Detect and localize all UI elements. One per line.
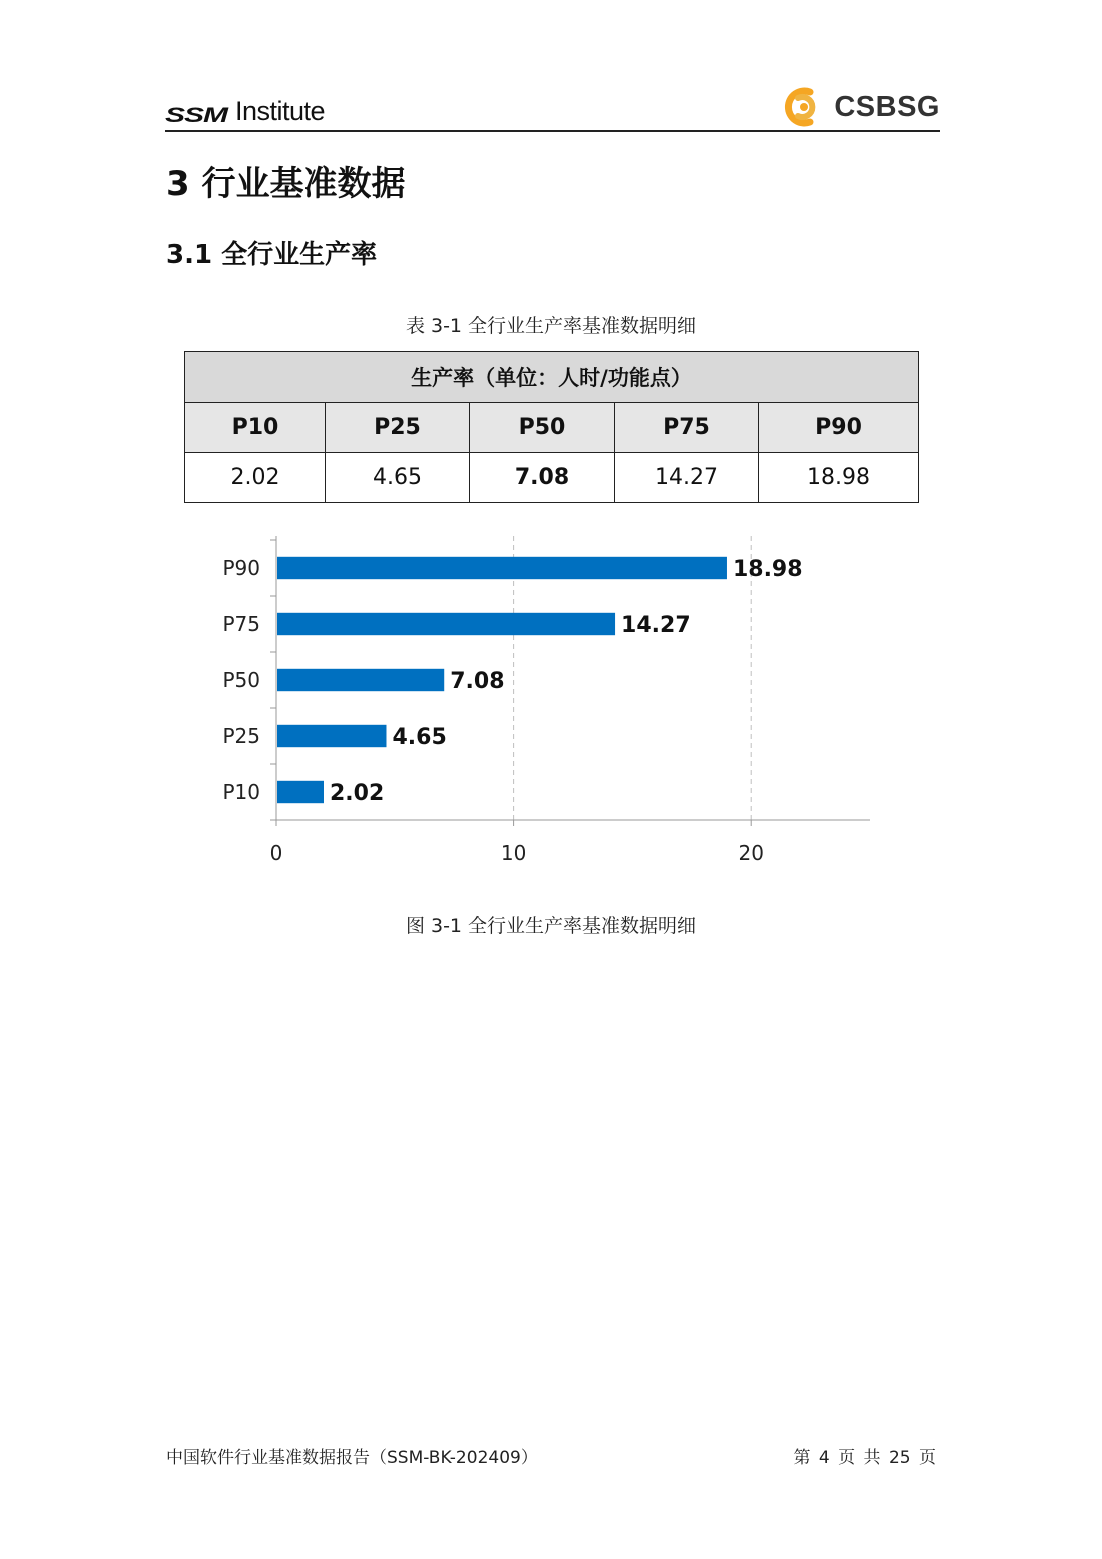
table-caption: 表 3-1 全行业生产率基准数据明细 (405, 315, 697, 337)
table-cell: 18.98 (759, 453, 919, 503)
footer-page-number: 第 4 页 共 25 页 (793, 1448, 936, 1468)
table-row (185, 453, 919, 503)
bar (277, 669, 444, 691)
y-tick-label: P75 (222, 612, 260, 636)
table-cell: 4.65 (326, 453, 470, 503)
csbsg-emblem-icon (780, 86, 828, 128)
ssm-institute-logo (165, 94, 325, 128)
footer-report-title: 中国软件行业基准数据报告（SSM-BK-202409） (166, 1448, 538, 1468)
ssm-logo-mark: SSM (165, 103, 228, 128)
y-tick-label: P25 (222, 724, 260, 748)
data-label: 14.27 (621, 613, 691, 638)
data-label: 7.08 (450, 669, 505, 694)
institute-logo-text: Institute (235, 96, 326, 126)
data-label: 4.65 (392, 725, 447, 750)
figure-caption: 图 3-1 全行业生产率基准数据明细 (405, 915, 697, 937)
y-tick-label: P10 (222, 780, 260, 804)
column-header: P10 (185, 403, 326, 453)
column-header: P75 (615, 403, 759, 453)
bar (277, 557, 727, 579)
column-header: P50 (470, 403, 615, 453)
productivity-bar-chart (180, 530, 900, 880)
section-heading: 3 行业基准数据 (166, 164, 406, 204)
table-cell: 2.02 (185, 453, 326, 503)
bar (277, 781, 324, 803)
y-tick-label: P50 (222, 668, 260, 692)
table-cell: 7.08 (470, 453, 615, 503)
table-title: 生产率（单位：人时/功能点） (185, 352, 919, 403)
productivity-benchmark-table (184, 351, 919, 503)
table-header-row (185, 403, 919, 453)
column-header: P90 (759, 403, 919, 453)
header-rule (165, 130, 940, 132)
x-tick-label: 10 (500, 841, 527, 865)
x-tick-label: 0 (269, 841, 283, 865)
subsection-heading: 3.1 全行业生产率 (166, 240, 378, 270)
y-tick-label: P90 (222, 556, 260, 580)
x-tick-label: 20 (738, 841, 764, 865)
csbsg-logo (780, 86, 940, 128)
bar (277, 613, 615, 635)
bar (277, 725, 386, 747)
column-header: P25 (326, 403, 470, 453)
csbsg-logo-text: CSBSG (834, 90, 940, 123)
data-label: 2.02 (329, 781, 385, 806)
data-label: 18.98 (732, 557, 803, 582)
page-header (165, 84, 940, 132)
table-cell: 14.27 (615, 453, 759, 503)
